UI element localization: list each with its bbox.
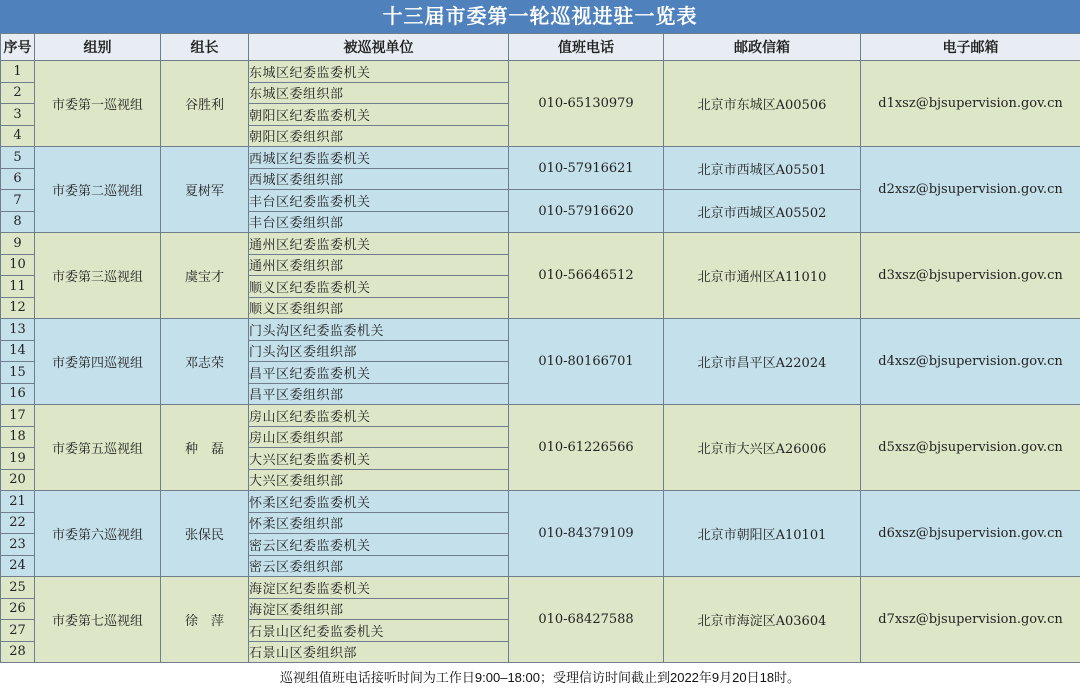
group-name-cell: 市委第二巡视组 [35, 147, 161, 233]
seq-cell: 28 [1, 641, 35, 663]
unit-cell: 顺义区纪委监委机关 [249, 276, 509, 298]
unit-cell: 密云区委组织部 [249, 555, 509, 577]
postbox-cell: 北京市昌平区A22024 [664, 319, 861, 405]
seq-cell: 27 [1, 620, 35, 642]
unit-cell: 大兴区委组织部 [249, 469, 509, 491]
table-body [1, 61, 1080, 663]
table-row [1, 61, 1080, 83]
email-cell: d4xsz@bjsupervision.gov.cn [861, 319, 1080, 405]
postbox-cell: 北京市大兴区A26006 [664, 405, 861, 491]
email-cell: d7xsz@bjsupervision.gov.cn [861, 577, 1080, 663]
postbox-cell: 北京市东城区A00506 [664, 61, 861, 147]
seq-cell: 26 [1, 598, 35, 620]
seq-cell: 10 [1, 254, 35, 276]
table-row [1, 577, 1080, 599]
unit-cell: 丰台区纪委监委机关 [249, 190, 509, 212]
table-row [1, 491, 1080, 513]
seq-cell: 7 [1, 190, 35, 212]
seq-cell: 8 [1, 211, 35, 233]
seq-cell: 12 [1, 297, 35, 319]
table-row [1, 147, 1080, 169]
unit-cell: 大兴区纪委监委机关 [249, 448, 509, 470]
seq-cell: 23 [1, 534, 35, 556]
seq-cell: 1 [1, 61, 35, 83]
leader-cell: 种 磊 [161, 405, 249, 491]
postbox-cell: 北京市海淀区A03604 [664, 577, 861, 663]
unit-cell: 东城区委组织部 [249, 82, 509, 104]
phone-cell: 010-57916620 [509, 190, 664, 233]
phone-cell: 010-80166701 [509, 319, 664, 405]
seq-cell: 6 [1, 168, 35, 190]
header-email: 电子邮箱 [861, 34, 1080, 61]
leader-cell: 谷胜利 [161, 61, 249, 147]
email-cell: d5xsz@bjsupervision.gov.cn [861, 405, 1080, 491]
seq-cell: 18 [1, 426, 35, 448]
header-seq: 序号 [1, 34, 35, 61]
header-unit: 被巡视单位 [249, 34, 509, 61]
seq-cell: 2 [1, 82, 35, 104]
leader-cell: 夏树军 [161, 147, 249, 233]
unit-cell: 西城区委组织部 [249, 168, 509, 190]
table-row [1, 319, 1080, 341]
unit-cell: 海淀区委组织部 [249, 598, 509, 620]
group-name-cell: 市委第七巡视组 [35, 577, 161, 663]
leader-cell: 邓志荣 [161, 319, 249, 405]
unit-cell: 通州区纪委监委机关 [249, 233, 509, 255]
header-group: 组别 [35, 34, 161, 61]
seq-cell: 14 [1, 340, 35, 362]
postbox-cell: 北京市西城区A05502 [664, 190, 861, 233]
seq-cell: 11 [1, 276, 35, 298]
unit-cell: 房山区纪委监委机关 [249, 405, 509, 427]
unit-cell: 怀柔区委组织部 [249, 512, 509, 534]
seq-cell: 19 [1, 448, 35, 470]
seq-cell: 25 [1, 577, 35, 599]
seq-cell: 20 [1, 469, 35, 491]
unit-cell: 海淀区纪委监委机关 [249, 577, 509, 599]
unit-cell: 朝阳区纪委监委机关 [249, 104, 509, 126]
header-leader: 组长 [161, 34, 249, 61]
seq-cell: 5 [1, 147, 35, 169]
postbox-cell: 北京市通州区A11010 [664, 233, 861, 319]
unit-cell: 东城区纪委监委机关 [249, 61, 509, 83]
unit-cell: 门头沟区纪委监委机关 [249, 319, 509, 341]
seq-cell: 13 [1, 319, 35, 341]
seq-cell: 3 [1, 104, 35, 126]
unit-cell: 通州区委组织部 [249, 254, 509, 276]
postbox-cell: 北京市西城区A05501 [664, 147, 861, 190]
seq-cell: 15 [1, 362, 35, 384]
postbox-cell: 北京市朝阳区A10101 [664, 491, 861, 577]
group-name-cell: 市委第五巡视组 [35, 405, 161, 491]
phone-cell: 010-57916621 [509, 147, 664, 190]
table-row [1, 405, 1080, 427]
phone-cell: 010-65130979 [509, 61, 664, 147]
unit-cell: 昌平区纪委监委机关 [249, 362, 509, 384]
seq-cell: 9 [1, 233, 35, 255]
page-title: 十三届市委第一轮巡视进驻一览表 [0, 0, 1080, 33]
footer-note: 巡视组值班电话接听时间为工作日9:00–18:00；受理信访时间截止到2022年9月20日18时。 [279, 670, 801, 685]
unit-cell: 房山区委组织部 [249, 426, 509, 448]
email-cell: d2xsz@bjsupervision.gov.cn [861, 147, 1080, 233]
seq-cell: 16 [1, 383, 35, 405]
header-phone: 值班电话 [509, 34, 664, 61]
table-row [1, 233, 1080, 255]
phone-cell: 010-61226566 [509, 405, 664, 491]
leader-cell: 虞宝才 [161, 233, 249, 319]
group-name-cell: 市委第一巡视组 [35, 61, 161, 147]
email-cell: d1xsz@bjsupervision.gov.cn [861, 61, 1080, 147]
unit-cell: 怀柔区纪委监委机关 [249, 491, 509, 513]
unit-cell: 门头沟区委组织部 [249, 340, 509, 362]
seq-cell: 17 [1, 405, 35, 427]
phone-cell: 010-68427588 [509, 577, 664, 663]
email-cell: d6xsz@bjsupervision.gov.cn [861, 491, 1080, 577]
group-name-cell: 市委第六巡视组 [35, 491, 161, 577]
unit-cell: 丰台区委组织部 [249, 211, 509, 233]
unit-cell: 密云区纪委监委机关 [249, 534, 509, 556]
group-name-cell: 市委第三巡视组 [35, 233, 161, 319]
unit-cell: 石景山区委组织部 [249, 641, 509, 663]
unit-cell: 顺义区委组织部 [249, 297, 509, 319]
leader-cell: 张保民 [161, 491, 249, 577]
leader-cell: 徐 萍 [161, 577, 249, 663]
inspection-table [0, 33, 1080, 663]
phone-cell: 010-84379109 [509, 491, 664, 577]
email-cell: d3xsz@bjsupervision.gov.cn [861, 233, 1080, 319]
header-postbox: 邮政信箱 [664, 34, 861, 61]
unit-cell: 朝阳区委组织部 [249, 125, 509, 147]
unit-cell: 昌平区委组织部 [249, 383, 509, 405]
seq-cell: 24 [1, 555, 35, 577]
unit-cell: 西城区纪委监委机关 [249, 147, 509, 169]
unit-cell: 石景山区纪委监委机关 [249, 620, 509, 642]
seq-cell: 22 [1, 512, 35, 534]
group-name-cell: 市委第四巡视组 [35, 319, 161, 405]
phone-cell: 010-56646512 [509, 233, 664, 319]
table-header-row [1, 34, 1080, 61]
seq-cell: 4 [1, 125, 35, 147]
seq-cell: 21 [1, 491, 35, 513]
